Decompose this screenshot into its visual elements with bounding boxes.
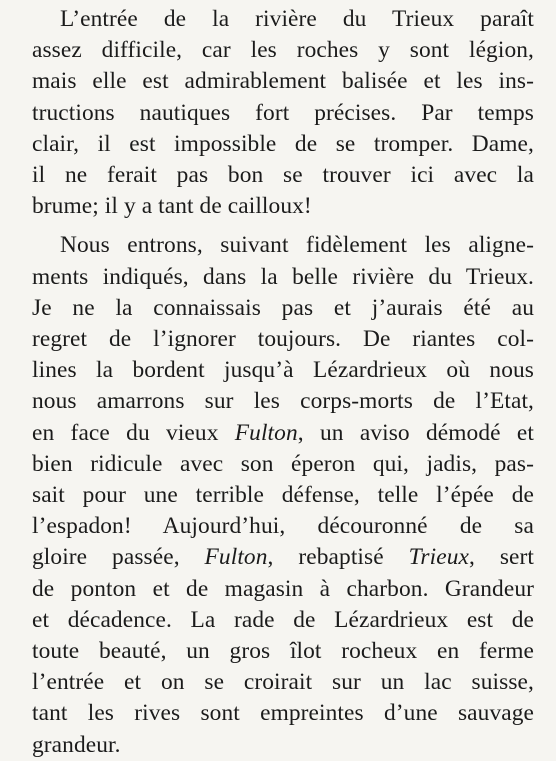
text-line bbox=[32, 698, 534, 729]
text-run: toute beauté, un gros îlot rocheux en ferme bbox=[32, 638, 534, 665]
text-run: , sert bbox=[468, 544, 534, 571]
text-run: Nous entrons, suivant fidèlement les aligne- bbox=[60, 232, 534, 259]
text-run: l’entrée et on se croirait sur un lac suisse, bbox=[32, 669, 534, 696]
text-run: clair, il est impossible de se tromper. Dame, bbox=[32, 130, 534, 157]
italic-text: Fulton bbox=[204, 544, 268, 571]
text-run: gloire passée, bbox=[32, 544, 205, 571]
text-run: il ne ferait pas bon se trouver ici avec la bbox=[32, 162, 534, 189]
text-run: , rebaptisé bbox=[267, 544, 409, 571]
text-line bbox=[32, 129, 534, 160]
text-line bbox=[32, 730, 534, 761]
text-line bbox=[32, 542, 534, 573]
text-line bbox=[32, 4, 534, 35]
document-body bbox=[32, 4, 534, 761]
text-run: Je ne la connaissais pas et j’aurais été au bbox=[32, 294, 534, 321]
text-line bbox=[32, 35, 534, 66]
text-line bbox=[32, 355, 534, 386]
text-run: nous amarrons sur les corps-morts de l’Etat, bbox=[32, 388, 534, 415]
text-line bbox=[32, 66, 534, 97]
text-run: regret de l’ignorer toujours. De riantes col- bbox=[32, 326, 534, 353]
text-run: bien ridicule avec son éperon qui, jadis, pas- bbox=[32, 450, 534, 477]
text-run: de ponton et de magasin à charbon. Grandeur bbox=[32, 575, 534, 602]
text-run: grandeur. bbox=[32, 731, 121, 758]
text-run: en face du vieux bbox=[32, 419, 235, 446]
text-run: ments indiqués, dans la belle rivière du Trieux. bbox=[32, 263, 534, 290]
text-line bbox=[32, 511, 534, 542]
text-run: L’entrée de la rivière du Trieux paraît bbox=[60, 6, 534, 32]
text-run: sait pour une terrible défense, telle l’épée de bbox=[32, 482, 534, 509]
italic-text: Trieux bbox=[408, 544, 469, 571]
paragraph bbox=[32, 230, 534, 760]
text-line bbox=[32, 636, 534, 667]
italic-text: Fulton bbox=[234, 419, 298, 446]
text-line bbox=[32, 324, 534, 355]
text-run: assez difficile, car les roches y sont légion, bbox=[32, 37, 534, 64]
text-line bbox=[32, 293, 534, 324]
text-line bbox=[32, 667, 534, 698]
text-line bbox=[32, 480, 534, 511]
text-run: et décadence. La rade de Lézardrieux est de bbox=[32, 606, 534, 633]
text-line bbox=[32, 449, 534, 480]
paragraph bbox=[32, 4, 534, 222]
text-run: tructions nautiques fort précises. Par temps bbox=[32, 99, 534, 126]
text-run: lines la bordent jusqu’à Lézardrieux où nous bbox=[32, 357, 534, 384]
text-line bbox=[32, 418, 534, 449]
text-line bbox=[32, 98, 534, 129]
text-run: , un aviso démodé et bbox=[297, 419, 534, 446]
text-line bbox=[32, 262, 534, 293]
text-line bbox=[32, 191, 534, 222]
text-run: mais elle est admirablement balisée et les ins- bbox=[32, 68, 534, 95]
text-line bbox=[32, 605, 534, 636]
text-run: brume; il y a tant de cailloux! bbox=[32, 193, 312, 220]
text-line bbox=[32, 230, 534, 261]
text-line bbox=[32, 574, 534, 605]
text-line bbox=[32, 160, 534, 191]
text-line bbox=[32, 386, 534, 417]
text-run: tant les rives sont empreintes d’une sauvage bbox=[32, 700, 534, 727]
text-run: l’espadon! Aujourd’hui, découronné de sa bbox=[32, 513, 534, 540]
